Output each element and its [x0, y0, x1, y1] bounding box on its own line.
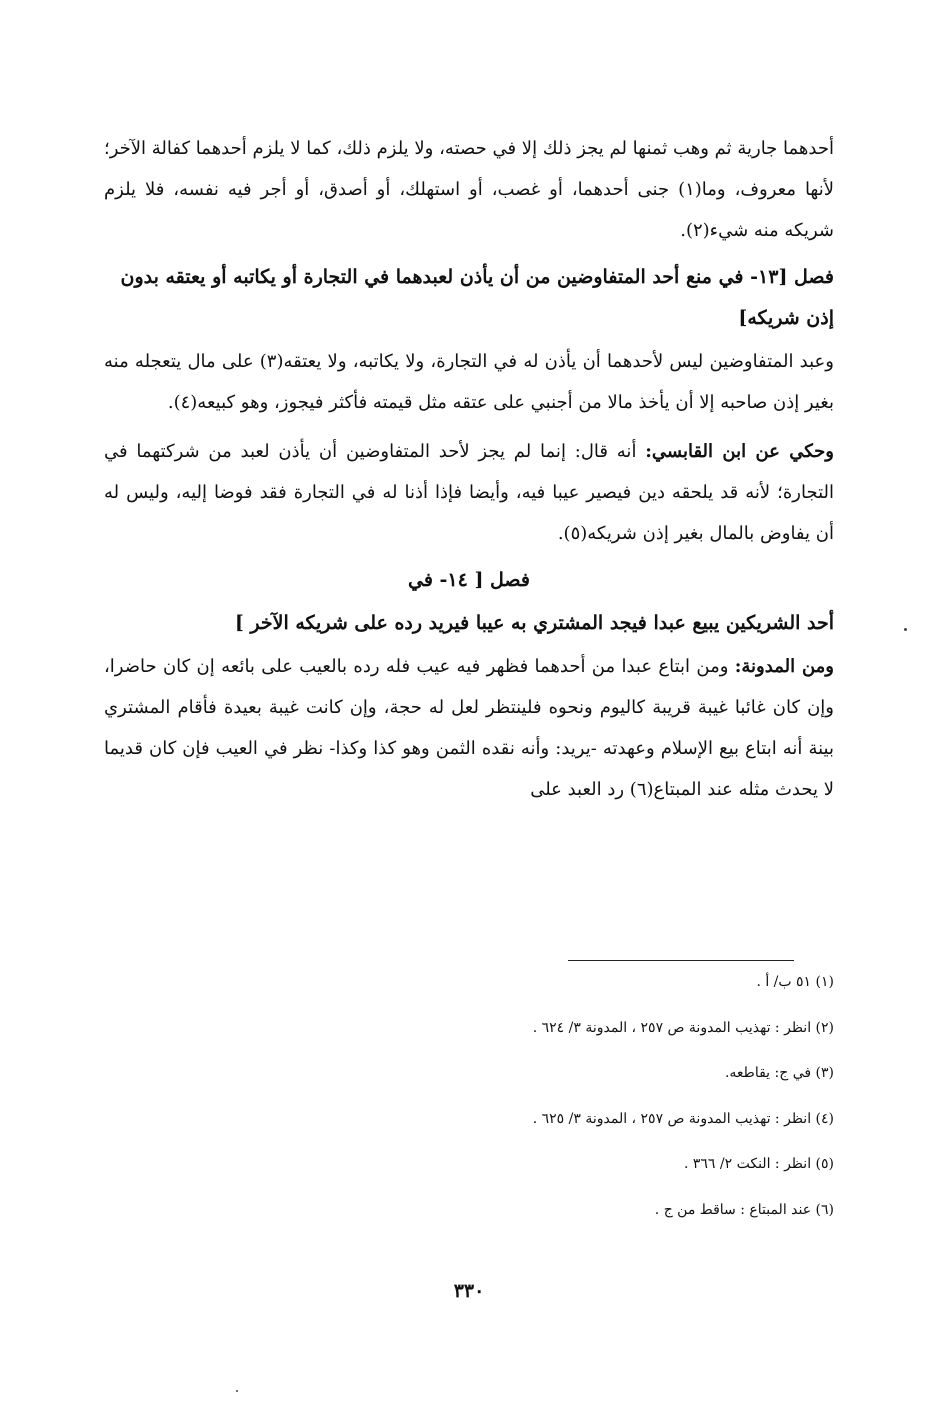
scan-speck	[904, 628, 907, 631]
paragraph-4-lead: ومن المدونة:	[734, 656, 834, 677]
paragraph-3-lead: وحكي عن ابن القابسي:	[645, 441, 834, 462]
paragraph-2	[104, 341, 834, 423]
section-heading-14-continued	[104, 603, 834, 644]
paragraph-3	[104, 431, 834, 554]
main-text	[104, 128, 834, 816]
page-number: ٣٣٠	[453, 1280, 485, 1302]
paragraph-4	[104, 646, 834, 810]
section-heading-14-text: فصل [ ١٤- في	[407, 569, 530, 591]
footnotes	[104, 972, 834, 1245]
footnote-3: (٣) في ج: يقاطعه.	[724, 1065, 834, 1081]
footnote-4: (٤) انظر : تهذيب المدونة ص ٢٥٧ ، المدونة ٣/ ٦٢٥ .	[532, 1110, 834, 1127]
section-heading-13-text: فصل [١٣- في منع أحد المتفاوضين من أن يأذن لعبدهما في التجارة أو يكاتبه أو يعتقه بدون إذن شريكه]	[120, 266, 834, 329]
section-heading-14-continued-text: أحد الشريكين يبيع عبدا فيجد المشتري به عيبا فيريد رده على شريكه الآخر ]	[234, 612, 834, 634]
scan-speck	[236, 1390, 238, 1392]
footnote-6: (٦) عند المبتاع : ساقط من ج .	[654, 1201, 834, 1218]
paragraph-4-text: ومن ابتاع عبدا من أحدهما فظهر فيه عيب فله رده بالعيب على بائعه إن كان حاضرا، وإن كان غائبا غيبة قريبة كاليوم ونحوه فلينتظر لعل له حجة، وإن كانت غيبة بعيدة فأقام المشتري بينة أنه ابتاع بيع الإسلام وعهدته -يريد: وأنه نقده الثمن وهو كذا وكذا- نظر في العيب فإن كان قديما لا يحدث مثله عند المبتاع(٦) رد العبد على	[104, 656, 834, 800]
footnote-separator	[568, 960, 794, 961]
section-heading-14	[104, 560, 834, 601]
footnote-5: (٥) انظر : النكت ٢/ ٣٦٦ .	[683, 1156, 834, 1172]
paragraph-3-text: أنه قال: إنما لم يجز لأحد المتفاوضين أن يأذن لعبد من شركتهما في التجارة؛ لأنه قد يلحقه دين فيصير عيبا فيه، وأيضا فإذا أذنا له في التجارة فقد فوضا إليه، وليس له أن يفاوض بالمال بغير إذن شريكه(٥).	[104, 441, 834, 544]
footnote-1: (١) ٥١ ب/ أ .	[756, 974, 834, 990]
paragraph-1	[104, 128, 834, 251]
section-heading-13	[104, 257, 834, 339]
paragraph-2-text: وعبد المتفاوضين ليس لأحدهما أن يأذن له في التجارة، ولا يكاتبه، ولا يعتقه(٣) على مال يتعجله منه بغير إذن صاحبه إلا أن يأخذ مالا من أجنبي على عتقه مثل قيمته فأكثر فيجوز، وهو كبيعه(٤).	[104, 351, 834, 413]
footnote-2: (٢) انظر : تهذيب المدونة ص ٢٥٧ ، المدونة ٣/ ٦٢٤ .	[532, 1019, 834, 1036]
paragraph-1-text: أحدهما جارية ثم وهب ثمنها لم يجز ذلك إلا في حصته، ولا يلزم ذلك، كما لا يلزم أحدهما كفالة الآخر؛ لأنها معروف، وما(١) جنى أحدهما، أو غصب، أو استهلك، أو أصدق، أو أجر فيه نفسه، فلا يلزم شريكه منه شيء(٢).	[104, 138, 834, 241]
